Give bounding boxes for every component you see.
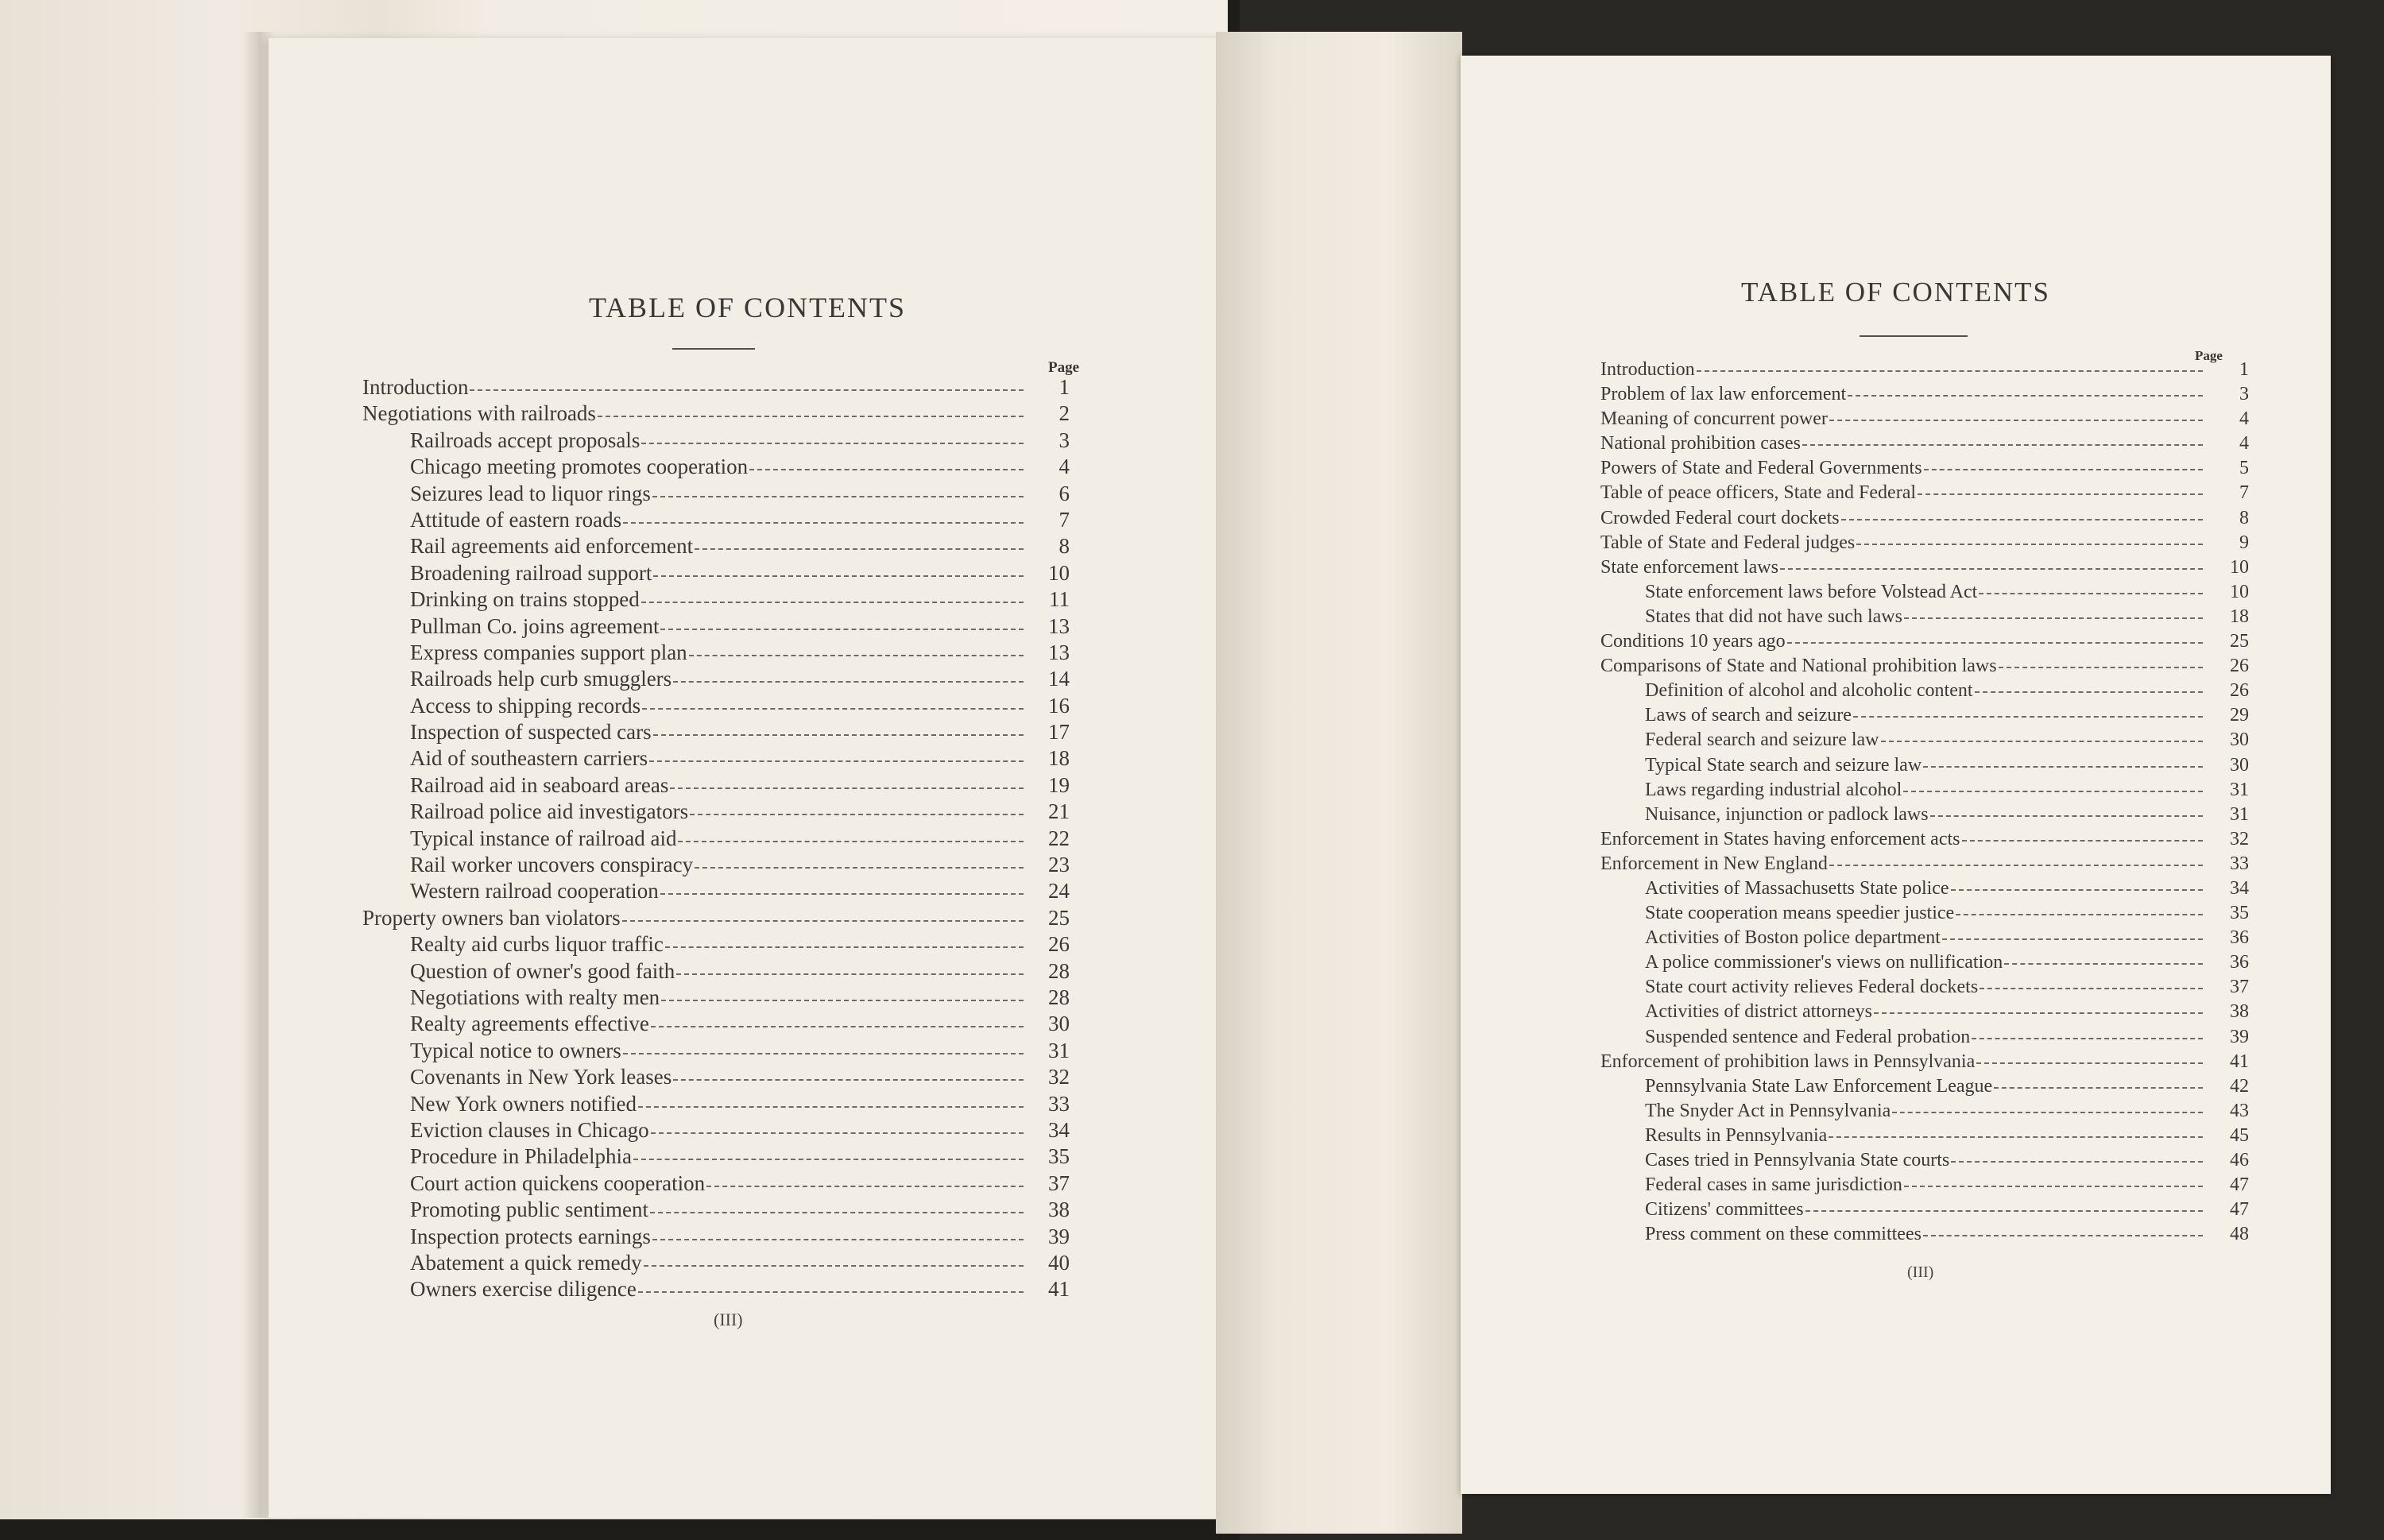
toc-leader-dots [652,1239,1024,1240]
toc-entry-page: 18 [2230,606,2249,627]
toc-leader-dots [670,787,1024,789]
toc-entry-text: Railroads accept proposals [410,428,641,452]
toc-entry-page: 24 [1048,879,1070,903]
toc-leader-dots [1924,469,2203,470]
toc-entry [1600,458,2249,482]
toc-entry-page: 17 [1048,720,1070,745]
toc-entry-text: Enforcement in New England [1600,853,1828,874]
toc-entry-page: 25 [2230,631,2249,652]
toc-entry [1600,1051,2249,1076]
toc-entry-page: 1 [2239,359,2249,380]
toc-leader-dots [1787,642,2203,644]
toc-entry [1600,656,2249,680]
toc-leader-dots [2004,963,2203,965]
toc-entry [362,906,1070,932]
toc-entry-text: Cases tried in Pennsylvania State courts [1645,1150,1950,1170]
toc-entry [1600,729,2249,754]
toc-entry [362,1065,1070,1091]
toc-entry-page: 4 [2239,433,2249,455]
toc-entry [362,879,1070,905]
toc-leader-dots [673,681,1024,683]
toc-leader-dots [706,1186,1024,1187]
toc-entry [1600,705,2249,729]
toc-entry-page: 33 [2230,853,2249,874]
toc-entry-text: Activities of Massachusetts State police [1645,877,1949,899]
toc-entry-page: 31 [2230,803,2249,825]
right-toc-title: TABLE OF CONTENTS [1741,277,2050,308]
toc-leader-dots [665,946,1024,948]
toc-entry-page: 21 [1048,799,1070,824]
toc-entry [1600,582,2249,606]
toc-entry-page: 38 [1048,1198,1070,1222]
toc-entry-text: Typical notice to owners [410,1038,621,1062]
toc-entry-text: Typical instance of railroad aid [410,826,677,850]
toc-entry-page: 33 [1048,1091,1070,1116]
toc-leader-dots [653,734,1024,736]
toc-leader-dots [1962,840,2204,842]
toc-leader-dots [1904,617,2203,619]
toc-entry-page: 13 [1048,640,1070,664]
toc-leader-dots [641,602,1024,603]
toc-leader-dots [638,1106,1024,1108]
toc-entry-text: Suspended sentence and Federal probation [1645,1026,1971,1047]
toc-entry-text: Definition of alcohol and alcoholic content [1645,680,1973,702]
toc-entry-page: 36 [2230,927,2249,949]
toc-leader-dots [660,893,1024,895]
toc-entry-text: National prohibition cases [1600,433,1801,455]
toc-entry [362,853,1070,879]
toc-entry [1600,359,2249,384]
toc-entry-text: Drinking on trains stopped [410,587,640,612]
toc-entry-page: 29 [2230,705,2249,726]
toc-leader-dots [1853,716,2203,718]
toc-entry-page: 31 [2230,779,2249,800]
toc-leader-dots [1923,766,2203,768]
toc-leader-dots [638,1291,1024,1293]
toc-leader-dots [1980,988,2203,989]
toc-entry-text: Pullman Co. joins agreement [410,613,660,638]
toc-entry [1600,952,2249,977]
toc-entry [362,375,1070,401]
toc-entry-page: 7 [1058,507,1070,532]
toc-leader-dots [1951,1161,2203,1163]
toc-entry [362,614,1070,640]
toc-entry-page: 34 [1048,1117,1070,1142]
toc-leader-dots [1841,519,2203,520]
toc-entry-page: 35 [1048,1144,1070,1169]
toc-leader-dots [1903,791,2203,792]
toc-entry-page: 7 [2239,482,2249,504]
toc-entry [1600,1150,2249,1174]
toc-entry-text: Access to shipping records [410,693,641,718]
toc-leader-dots [644,1265,1024,1267]
toc-leader-dots [749,469,1024,470]
right-page-folio: (III) [1907,1263,1934,1281]
toc-entry [1600,408,2249,433]
toc-entry-page: 37 [1048,1170,1070,1195]
toc-leader-dots [661,1000,1024,1001]
toc-leader-dots [676,973,1024,975]
toc-leader-dots [695,867,1024,869]
toc-entry-page: 3 [1058,428,1070,452]
toc-entry-page: 42 [2230,1075,2249,1097]
toc-entry-text: Rail worker uncovers conspiracy [410,853,694,877]
toc-entry [362,959,1070,985]
toc-leader-dots [1918,493,2203,495]
toc-entry-page: 4 [2239,408,2249,430]
toc-entry [1600,903,2249,927]
toc-entry-page: 39 [1048,1224,1070,1248]
toc-entry-page: 8 [1058,534,1070,559]
toc-entry-text: The Snyder Act in Pennsylvania [1645,1100,1891,1121]
toc-entry-page: 32 [2230,828,2249,849]
toc-entry-text: Table of State and Federal judges [1600,532,1856,553]
toc-leader-dots [1994,1087,2203,1089]
toc-leader-dots [1697,370,2203,372]
toc-entry [362,1171,1070,1198]
toc-entry [1600,853,2249,878]
toc-entry-text: Enforcement of prohibition laws in Pennsylvania [1600,1051,1976,1072]
toc-leader-dots [1999,667,2203,668]
toc-entry-page: 16 [1048,693,1070,718]
toc-entry-text: Seizures lead to liquor rings [410,481,651,505]
toc-entry-page: 13 [1048,613,1070,638]
toc-entry [362,1039,1070,1065]
toc-entry-page: 10 [2230,556,2249,578]
toc-entry-page: 41 [2230,1051,2249,1072]
toc-entry-text: Pennsylvania State Law Enforcement League [1645,1075,1993,1097]
toc-leader-dots [1942,938,2203,940]
right-page [1461,56,2331,1494]
toc-entry-text: Negotiations with realty men [410,985,660,1009]
toc-entry [362,1198,1070,1224]
toc-entry-text: Chicago meeting promotes cooperation [410,455,749,479]
toc-leader-dots [689,655,1024,656]
toc-entry [1600,1224,2249,1248]
toc-entry-text: Enforcement in States having enforcement acts [1600,828,1960,849]
toc-leader-dots [1975,691,2203,693]
toc-leader-dots [652,496,1024,497]
toc-entry [362,587,1070,613]
toc-leader-dots [642,708,1024,710]
toc-leader-dots [598,416,1024,417]
toc-entry [362,694,1070,720]
toc-leader-dots [650,1212,1024,1213]
toc-entry-text: A police commissioner's views on nullification [1645,952,2003,973]
toc-entry-page: 11 [1049,587,1070,612]
toc-entry-page: 18 [1048,746,1070,771]
toc-entry [1600,780,2249,804]
toc-entry-text: State court activity relieves Federal dockets [1645,977,1979,998]
toc-entry [1600,1001,2249,1026]
toc-leader-dots [1972,1038,2203,1039]
toc-entry-text: Realty agreements effective [410,1012,649,1036]
toc-entry-text: Activities of district attorneys [1645,1001,1872,1023]
toc-leader-dots [1829,865,2203,866]
toc-leader-dots [622,920,1024,922]
toc-entry-text: State cooperation means speedier justice [1645,903,1955,924]
right-toc-list [1600,359,2249,1248]
toc-entry-page: 6 [1058,481,1070,505]
left-page-folio: (III) [714,1310,743,1329]
toc-entry-text: State enforcement laws before Volstead Act [1645,581,1978,602]
toc-entry-page: 30 [2230,754,2249,776]
toc-entry-page: 25 [1048,905,1070,930]
toc-entry [362,799,1070,826]
right-page-column-header: Page [2195,348,2223,363]
toc-entry-text: Inspection protects earnings [410,1224,651,1248]
toc-entry-page: 43 [2230,1100,2249,1121]
toc-entry-text: Introduction [1600,359,1695,380]
toc-entry-page: 9 [2239,532,2249,553]
toc-leader-dots [641,443,1024,444]
toc-entry-text: Court action quickens cooperation [410,1170,706,1195]
toc-entry-text: State enforcement laws [1600,556,1778,578]
toc-leader-dots [1923,1235,2203,1236]
toc-entry-page: 36 [2230,952,2249,973]
toc-leader-dots [673,1079,1024,1081]
toc-entry-page: 40 [1048,1250,1070,1275]
toc-entry-text: Railroad aid in seaboard areas [410,772,669,797]
toc-entry [1600,755,2249,780]
toc-entry-text: Question of owner's good faith [410,958,675,983]
toc-entry [362,561,1070,587]
toc-entry [1600,1199,2249,1224]
toc-entry-page: 35 [2230,903,2249,924]
toc-entry-page: 39 [2230,1026,2249,1047]
toc-entry [362,1251,1070,1277]
toc-entry-page: 34 [2230,877,2249,899]
toc-leader-dots [1829,1136,2203,1138]
left-page [269,38,1226,1518]
toc-entry [362,401,1070,428]
toc-entry-text: Crowded Federal court dockets [1600,507,1840,528]
toc-entry-text: Property owners ban violators [362,905,621,930]
toc-entry-text: Eviction clauses in Chicago [410,1117,649,1142]
toc-leader-dots [1881,741,2203,742]
toc-leader-dots [653,575,1024,577]
toc-entry-text: Western railroad cooperation [410,879,659,903]
toc-entry-text: Promoting public sentiment [410,1198,648,1222]
toc-entry [362,667,1070,693]
toc-entry-page: 31 [1048,1038,1070,1062]
toc-leader-dots [1780,568,2203,570]
toc-entry-page: 48 [2230,1224,2249,1245]
toc-entry [1600,680,2249,705]
left-toc-title: TABLE OF CONTENTS [588,292,907,323]
toc-entry-text: Procedure in Philadelphia [410,1144,632,1169]
toc-entry [362,508,1070,534]
toc-entry [362,932,1070,958]
toc-entry [1600,532,2249,557]
left-title-rule [672,348,755,350]
toc-entry-text: Inspection of suspected cars [410,720,652,745]
toc-entry-text: Rail agreements aid enforcement [410,534,694,559]
toc-entry-text: Typical State search and seizure law [1645,754,1922,776]
toc-entry-page: 30 [1048,1012,1070,1036]
left-toc-list [362,375,1070,1304]
toc-entry-text: Citizens' committees [1645,1199,1804,1221]
toc-entry-text: Aid of southeastern carriers [410,746,648,771]
toc-entry-text: Laws of search and seizure [1645,705,1852,726]
toc-leader-dots [1979,593,2203,594]
toc-leader-dots [1829,420,2203,421]
toc-entry [1600,606,2249,631]
toc-entry-text: New York owners notified [410,1091,637,1116]
toc-entry-page: 45 [2230,1124,2249,1146]
toc-entry-page: 3 [2239,384,2249,405]
toc-leader-dots [649,760,1024,762]
toc-entry [362,534,1070,560]
toc-entry [1600,1076,2249,1101]
toc-entry-text: Railroad police aid investigators [410,799,689,824]
toc-leader-dots [651,1026,1024,1027]
toc-entry [1600,433,2249,458]
toc-entry-page: 47 [2230,1199,2249,1221]
toc-entry-page: 5 [2239,458,2249,479]
toc-leader-dots [1856,544,2203,545]
toc-entry [362,482,1070,508]
toc-entry [1600,482,2249,507]
toc-entry-page: 19 [1048,772,1070,797]
toc-leader-dots [623,522,1024,524]
toc-entry-page: 26 [1048,932,1070,957]
toc-entry [362,773,1070,799]
toc-entry-text: Express companies support plan [410,640,687,664]
toc-leader-dots [623,1053,1024,1054]
toc-entry-page: 41 [1048,1277,1070,1302]
toc-entry-text: Activities of Boston police department [1645,927,1941,949]
toc-entry-text: States that did not have such laws [1645,606,1902,627]
toc-entry [1600,1101,2249,1125]
toc-entry-page: 28 [1048,958,1070,983]
toc-entry-page: 10 [2230,581,2249,602]
booklet-edge-between-pages [1216,32,1462,1534]
toc-entry-text: Abatement a quick remedy [410,1250,642,1275]
toc-entry [362,826,1070,853]
toc-entry [1600,384,2249,408]
toc-entry [362,720,1070,746]
toc-entry [1600,1027,2249,1051]
toc-leader-dots [1802,444,2203,446]
toc-entry [362,985,1070,1012]
toc-entry-text: Laws regarding industrial alcohol [1645,779,1902,800]
toc-entry [362,640,1070,667]
toc-entry-page: 46 [2230,1150,2249,1170]
toc-entry [362,1144,1070,1170]
toc-entry-text: Conditions 10 years ago [1600,631,1786,652]
toc-entry [362,455,1070,481]
toc-entry-text: Powers of State and Federal Governments [1600,458,1922,479]
toc-entry-text: Nuisance, injunction or padlock laws [1645,803,1929,825]
toc-entry-text: Covenants in New York leases [410,1065,672,1089]
toc-entry-page: 30 [2230,729,2249,751]
toc-entry-page: 37 [2230,977,2249,998]
toc-entry-text: Federal search and seizure law [1645,729,1879,751]
toc-entry-page: 2 [1058,401,1070,426]
toc-entry [362,1012,1070,1038]
toc-entry-page: 28 [1048,985,1070,1009]
toc-leader-dots [1892,1112,2203,1113]
left-page-column-header: Page [1048,359,1080,376]
toc-entry-text: Negotiations with railroads [362,401,596,426]
toc-entry-page: 14 [1048,667,1070,691]
toc-entry [1600,557,2249,582]
toc-entry-text: Federal cases in same jurisdiction [1645,1174,1902,1196]
toc-entry-page: 22 [1048,826,1070,850]
toc-entry-text: Railroads help curb smugglers [410,667,672,691]
toc-entry-text: Meaning of concurrent power [1600,408,1828,430]
toc-entry [1600,977,2249,1001]
toc-entry-page: 1 [1058,375,1070,399]
toc-entry [1600,1125,2249,1150]
toc-entry-text: Table of peace officers, State and Federal [1600,482,1917,504]
toc-leader-dots [1904,1186,2203,1187]
toc-entry-page: 47 [2230,1174,2249,1196]
toc-leader-dots [470,389,1024,391]
toc-entry-page: 10 [1048,560,1070,585]
toc-leader-dots [1976,1062,2203,1064]
toc-entry [1600,508,2249,532]
toc-entry [1600,927,2249,952]
toc-leader-dots [1805,1210,2203,1212]
toc-entry [362,1118,1070,1144]
toc-leader-dots [1956,914,2203,915]
toc-entry-text: Results in Pennsylvania [1645,1124,1828,1146]
toc-entry-page: 32 [1048,1065,1070,1089]
toc-entry-text: Realty aid curbs liquor traffic [410,932,664,957]
toc-leader-dots [660,629,1024,630]
toc-leader-dots [690,814,1024,815]
toc-entry-page: 4 [1058,455,1070,479]
toc-leader-dots [678,841,1024,842]
toc-entry [362,1092,1070,1118]
toc-entry [362,1277,1070,1303]
toc-entry-page: 8 [2239,507,2249,528]
toc-leader-dots [651,1132,1024,1134]
toc-entry [1600,631,2249,656]
toc-leader-dots [1874,1012,2203,1014]
toc-entry-text: Owners exercise diligence [410,1277,637,1302]
toc-entry [362,1225,1070,1251]
toc-leader-dots [1848,395,2203,397]
toc-entry-text: Attitude of eastern roads [410,507,622,532]
toc-entry [362,428,1070,455]
right-title-rule [1860,335,1968,337]
toc-leader-dots [1951,889,2203,891]
toc-leader-dots [1930,815,2203,817]
toc-entry [362,746,1070,772]
toc-entry-page: 38 [2230,1001,2249,1023]
toc-entry-page: 23 [1048,853,1070,877]
toc-entry [1600,878,2249,903]
toc-entry-text: Introduction [362,375,469,399]
toc-entry-page: 26 [2230,656,2249,677]
toc-entry-text: Problem of lax law enforcement [1600,384,1847,405]
toc-entry-text: Broadening railroad support [410,560,652,585]
toc-entry [1600,1174,2249,1199]
toc-entry-text: Comparisons of State and National prohibition laws [1600,656,1997,677]
toc-leader-dots [695,548,1024,550]
toc-entry [1600,829,2249,853]
toc-entry-page: 26 [2230,680,2249,702]
toc-entry [1600,804,2249,829]
toc-entry-text: Press comment on these committees [1645,1224,1922,1245]
toc-leader-dots [633,1159,1024,1160]
